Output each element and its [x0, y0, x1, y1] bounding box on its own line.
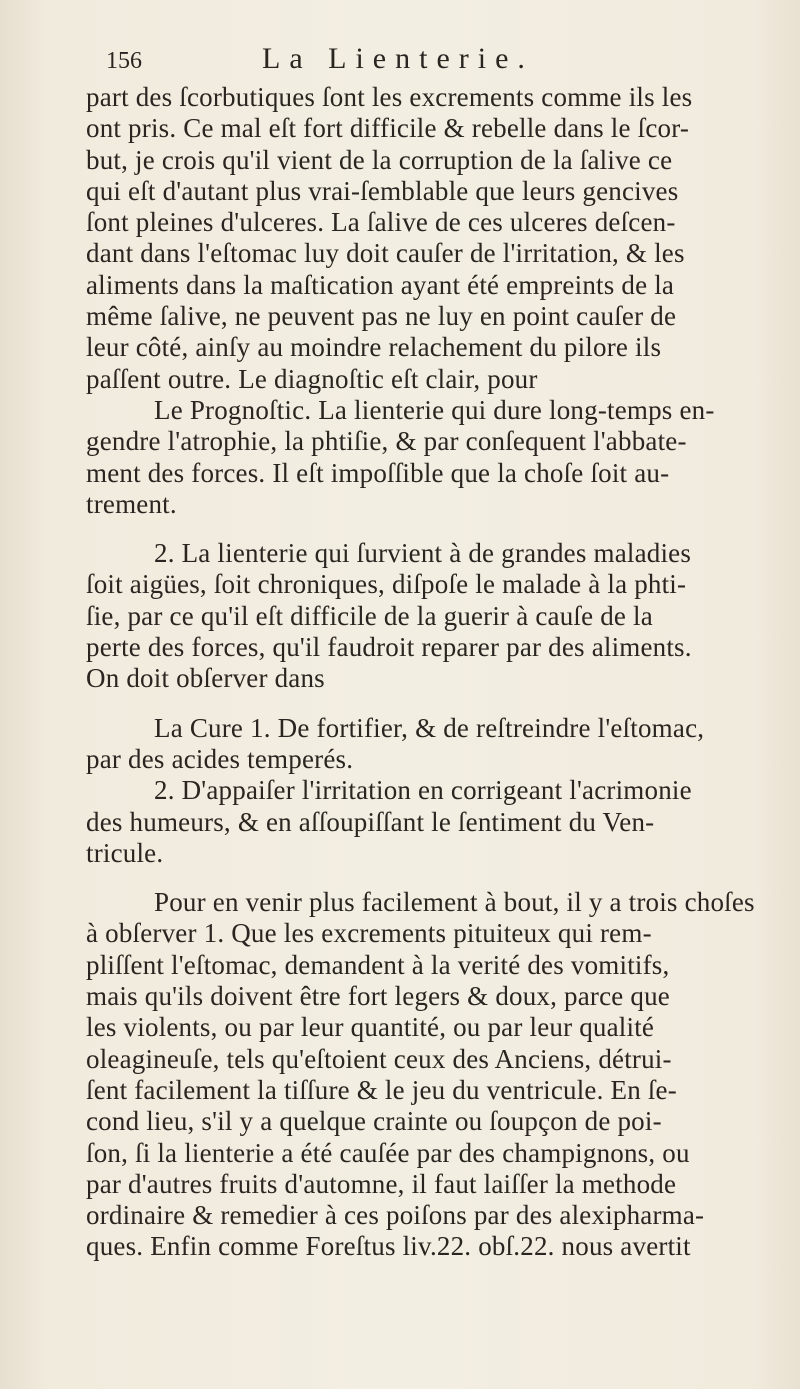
text-line: gendre l'atrophie, la phtiſie, & par conſequent l'abbate- [86, 426, 687, 457]
text-block [86, 42, 776, 1263]
paragraph-second-point [86, 538, 776, 694]
text-line: 2. D'appaiſer l'irritation en corrigeant l'acrimonie [154, 775, 692, 806]
text-line: ſent facilement la tiſſure & le jeu du ventricule. En ſe- [86, 1074, 677, 1105]
paragraph-prognostic [86, 395, 776, 520]
page-header [86, 42, 776, 82]
text-line: ment des forces. Il eſt impoſſible que la choſe ſoit au- [86, 457, 670, 488]
text-line: les violents, ou par leur quantité, ou par leur qualité [86, 1012, 655, 1043]
text-line: leur côté, ainſy au moindre relachement du pilore ils [86, 332, 662, 363]
text-line: Pour en venir plus facilement à bout, il y a trois choſes [154, 887, 755, 918]
text-line: qui eſt d'autant plus vrai-ſemblable que leurs gencives [86, 175, 679, 206]
text-line: ſon, ſi la lienterie a été cauſée par des champignons, ou [86, 1137, 690, 1168]
text-line: 2. La lienterie qui ſurvient à de grandes maladies [154, 538, 692, 569]
text-line: paſſent outre. Le diagnoſtic eſt clair, pour [86, 363, 538, 394]
text-line: La Cure 1. De fortifier, & de reſtreindre l'eſtomac, [154, 712, 705, 743]
text-line: des humeurs, & en aſſoupiſſant le ſentiment du Ven- [86, 806, 655, 837]
text-line: ques. Enfin comme Foreſtus liv.22. obſ.22. nous avertit [86, 1231, 691, 1262]
text-line: à obſerver 1. Que les excrements pituiteux qui rem- [86, 918, 652, 949]
text-line: part des ſcorbutiques ſont les excrements comme ils les [86, 82, 693, 112]
text-line: par des acides temperés. [86, 743, 354, 774]
text-line: pliſſent l'eſtomac, demandent à la verité des vomitifs, [86, 949, 670, 980]
text-line: perte des forces, qu'il faudroit reparer par des aliments. [86, 632, 692, 663]
paragraph-gap [86, 869, 776, 887]
text-line: cond lieu, s'il y a quelque crainte ou ſoupçon de poi- [86, 1106, 662, 1137]
text-line: oleagineuſe, tels qu'eſtoient ceux des Anciens, détrui- [86, 1043, 672, 1074]
paragraph-appease [86, 775, 776, 869]
paragraph-gap [86, 695, 776, 713]
paragraph-three-things [86, 887, 776, 1263]
text-line: mais qu'ils doivent être fort legers & doux, parce que [86, 981, 670, 1012]
text-line: ſoit aigües, ſoit chroniques, diſpoſe le malade à la phti- [86, 569, 687, 600]
running-title: La Lienterie. [262, 42, 534, 75]
paragraph-cure [86, 713, 776, 776]
text-line: aliments dans la maſtication ayant été empreints de la [86, 269, 675, 300]
text-line: dant dans l'eſtomac luy doit cauſer de l'irritation, & les [86, 238, 685, 269]
text-line: trement. [86, 488, 177, 519]
text-line: ordinaire & remedier à ces poiſons par des alexipharma- [86, 1200, 705, 1231]
page-number: 156 [106, 48, 142, 74]
text-line: Le Prognoſtic. La lienterie qui dure long-temps en- [154, 394, 715, 425]
text-line: tricule. [86, 837, 164, 868]
text-line: ſie, par ce qu'il eſt difficile de la guerir à cauſe de la [86, 600, 653, 631]
text-line: but, je crois qu'il vient de la corruption de la ſalive ce [86, 144, 673, 175]
text-line: par d'autres fruits d'automne, il faut laiſſer la methode [86, 1168, 677, 1199]
paragraph-gap [86, 520, 776, 538]
text-line: ſont pleines d'ulceres. La ſalive de ces ulceres deſcen- [86, 207, 676, 238]
text-line: ont pris. Ce mal eſt fort difficile & rebelle dans le ſcor- [86, 113, 690, 144]
paragraph-continuation [86, 82, 776, 395]
text-line: On doit obſerver dans [86, 663, 325, 694]
text-line: même ſalive, ne peuvent pas ne luy en point cauſer de [86, 301, 677, 332]
